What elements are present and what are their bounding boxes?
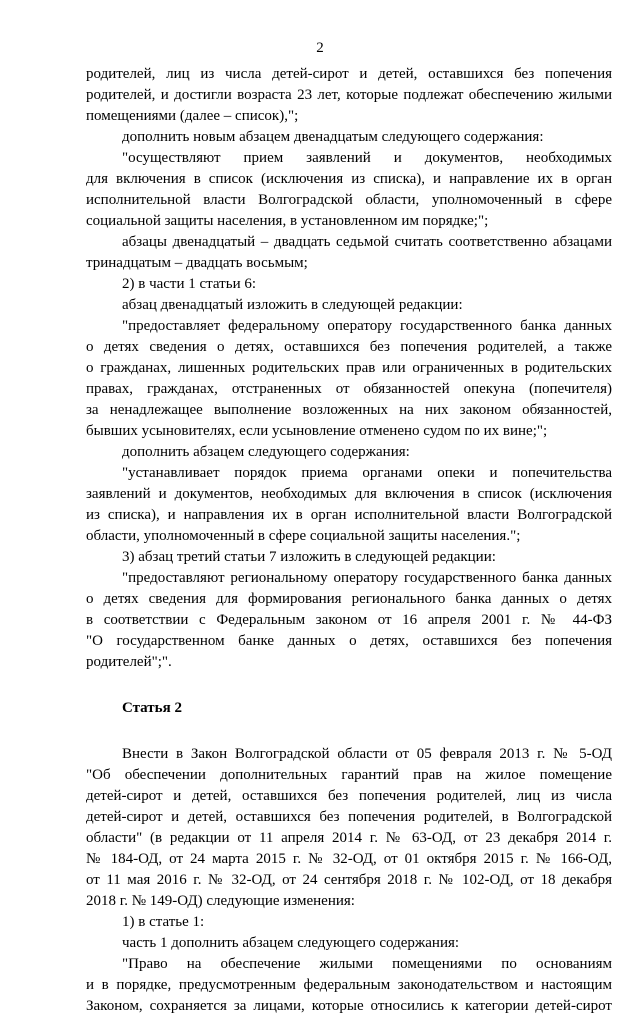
text-line: № 184-ОД, от 24 марта 2015 г. № 32-ОД, от 01 октября 2015 г. № 166-ОД,: [86, 851, 612, 867]
text-line: "О государственном банке данных о детях, оставшихся без попечения: [86, 633, 612, 649]
text-line: "Об обеспечении дополнительных гарантий прав на жилое помещение: [86, 767, 612, 783]
text-line: 1) в статье 1:: [122, 914, 205, 930]
text-line: от 11 мая 2016 г. № 32-ОД, от 24 сентября 2018 г. № 102-ОД, от 18 декабря: [86, 872, 612, 888]
text-line: о гражданах, лишенных родительских прав или ограниченных в родительских: [86, 360, 612, 376]
text-line: помещениями (далее – список),";: [86, 108, 299, 124]
text-line: детей-сирот и детей, оставшихся без попечения родителей, лиц из числа: [86, 788, 612, 804]
text-line: Законом, сохраняется за лицами, которые относились к категории детей-сирот: [86, 998, 612, 1014]
text-line: за ненадлежащее выполнение возложенных на них законом обязанностей,: [86, 402, 612, 418]
text-line: 2018 г. № 149-ОД) следующие изменения:: [86, 893, 355, 909]
page-number: 2: [316, 40, 324, 56]
text-line: "осуществляют прием заявлений и документов, необходимых: [122, 150, 612, 166]
text-line: области, уполномоченный в сфере социальной защиты населения.";: [86, 528, 521, 544]
paragraph-spacer: [86, 719, 612, 744]
text-line: и в порядке, предусмотренным федеральным законодательством и настоящим: [86, 977, 612, 993]
text-line: "предоставляет федеральному оператору государственного банка данных: [122, 318, 612, 334]
text-line: социальной защиты населения, в установленном им порядке;";: [86, 213, 489, 229]
text-line: тринадцатым – двадцать восьмым;: [86, 255, 308, 271]
text-line: Внести в Закон Волгоградской области от 05 февраля 2013 г. № 5-ОД: [122, 746, 612, 762]
text-line: для включения в список (исключения из списка), и направление их в орган: [86, 171, 612, 187]
text-line: часть 1 дополнить абзацем следующего содержания:: [122, 935, 460, 951]
text-line: родителей";".: [86, 654, 172, 670]
text-line: дополнить абзацем следующего содержания:: [122, 444, 410, 460]
text-line: детей-сирот и детей, оставшихся без попечения родителей, в Волгоградской: [86, 809, 612, 825]
text-line: "предоставляют региональному оператору государственного банка данных: [122, 570, 612, 586]
paragraph-spacer: [86, 673, 612, 698]
text-line: правах, гражданах, отстраненных от обязанностей опекуна (попечителя): [86, 381, 612, 397]
text-line: бывших усыновителях, если усыновление отменено судом по их вине;";: [86, 423, 548, 439]
text-line: "Право на обеспечение жилыми помещениями по основаниям: [122, 956, 612, 972]
text-line: о детях сведения о детях, оставшихся без попечения родителей, а также: [86, 339, 612, 355]
text-line: о детях сведения для формирования регионального банка данных о детях: [86, 591, 612, 607]
text-line: в соответствии с Федеральным законом от 16 апреля 2001 г. № 44-ФЗ: [86, 612, 612, 628]
text-line: родителей, и достигли возраста 23 лет, которые подлежат обеспечению жилыми: [86, 87, 612, 103]
article-heading: Статья 2: [122, 700, 182, 716]
text-line: абзацы двенадцатый – двадцать седьмой считать соответственно абзацами: [122, 234, 612, 250]
text-line: "устанавливает порядок приема органами опеки и попечительства: [122, 465, 612, 481]
text-line: 3) абзац третий статьи 7 изложить в следующей редакции:: [122, 549, 496, 565]
text-line: из списка), и направления их в орган исполнительной власти Волгоградской: [86, 507, 612, 523]
text-line: 2) в части 1 статьи 6:: [122, 276, 257, 292]
text-line: исполнительной власти Волгоградской области, уполномоченный в сфере: [86, 192, 612, 208]
text-line: области" (в редакции от 11 апреля 2014 г. № 63-ОД, от 23 декабря 2014 г.: [86, 830, 612, 846]
text-line: родителей, лиц из числа детей-сирот и детей, оставшихся без попечения: [86, 66, 612, 82]
document-body: [86, 64, 612, 1017]
text-line: заявлений и документов, необходимых для включения в список (исключения: [86, 486, 612, 502]
text-line: абзац двенадцатый изложить в следующей редакции:: [122, 297, 463, 313]
text-line: дополнить новым абзацем двенадцатым следующего содержания:: [122, 129, 544, 145]
